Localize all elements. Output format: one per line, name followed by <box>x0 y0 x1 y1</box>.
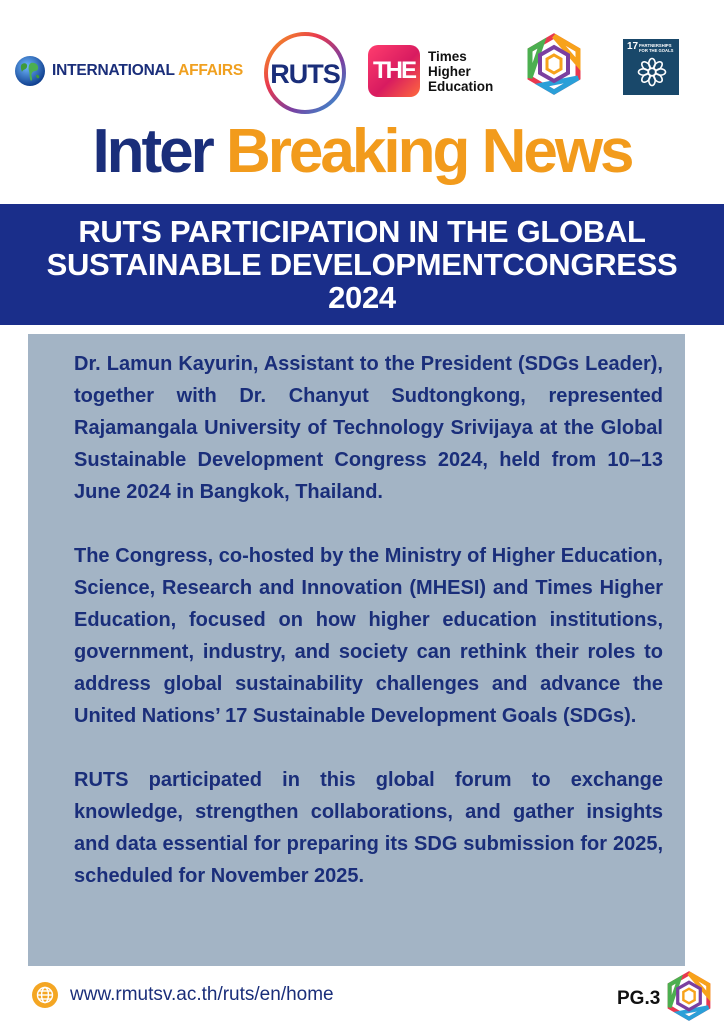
sdg17-logo <box>623 39 679 95</box>
the-line-education: Education <box>428 78 494 94</box>
sdg17-flower-icon <box>637 57 667 87</box>
ruts-logo <box>262 30 348 116</box>
hexagon-logo <box>525 33 583 95</box>
article-paragraph: Dr. Lamun Kayurin, Assistant to the President (SDGs Leader), together with Dr. Chanyut Sudtongkong, represented Rajamangala University of Technology Srivijaya at the Global Sustainable Development Congress 2024, held from 10–13 June 2024 in Bangkok, Thailand. <box>74 353 663 503</box>
international-affairs-text <box>52 62 243 80</box>
globe-outline-icon <box>36 986 54 1004</box>
title-banner <box>0 204 724 325</box>
footer-hexagon-logo <box>665 971 713 1021</box>
ruts-logo-text: RUTS <box>270 59 340 89</box>
intl-word-international: INTERNATIONAL <box>52 62 175 79</box>
the-mark: THE <box>368 45 420 97</box>
the-line-times: Times <box>428 48 467 64</box>
website-link[interactable]: www.rmutsv.ac.th/ruts/en/home <box>70 984 334 1005</box>
footer-website[interactable] <box>32 982 334 1008</box>
article-body-panel <box>28 334 685 966</box>
article-paragraph: The Congress, co-hosted by the Ministry of Higher Education, Science, Research and Innovation (MHESI) and Times Higher Education, focused on how higher education institutions, government, industry, and society can rethink their roles to address global sustainability challenges and advance the United Nations’ 17 Sustainable Development Goals (SDGs). <box>74 545 663 727</box>
globe-icon <box>14 55 46 87</box>
the-wordmark <box>428 49 493 94</box>
international-affairs-logo <box>14 54 243 88</box>
article-title: RUTS PARTICIPATION IN THE GLOBAL SUSTAINABLE DEVELOPMENTCONGRESS 2024 <box>46 214 678 315</box>
web-icon <box>32 982 58 1008</box>
logo-row <box>0 0 724 110</box>
headline-inter: Inter <box>92 117 212 186</box>
page-number: PG.3 <box>617 988 661 1009</box>
sdg17-caption: PARTNERSHIPS FOR THE GOALS <box>639 43 674 53</box>
page-headline <box>0 112 724 192</box>
the-logo <box>368 45 493 97</box>
headline-breaking-news: Breaking News <box>226 117 632 186</box>
the-line-higher: Higher <box>428 63 471 79</box>
intl-word-affairs: AFFAIRS <box>178 62 243 79</box>
article-paragraph: RUTS participated in this global forum to exchange knowledge, strengthen collaborations, and gather insights and data essential for preparing its SDG submission for 2025, scheduled for November 2025. <box>74 769 663 887</box>
sdg17-number: 17 <box>627 41 639 52</box>
